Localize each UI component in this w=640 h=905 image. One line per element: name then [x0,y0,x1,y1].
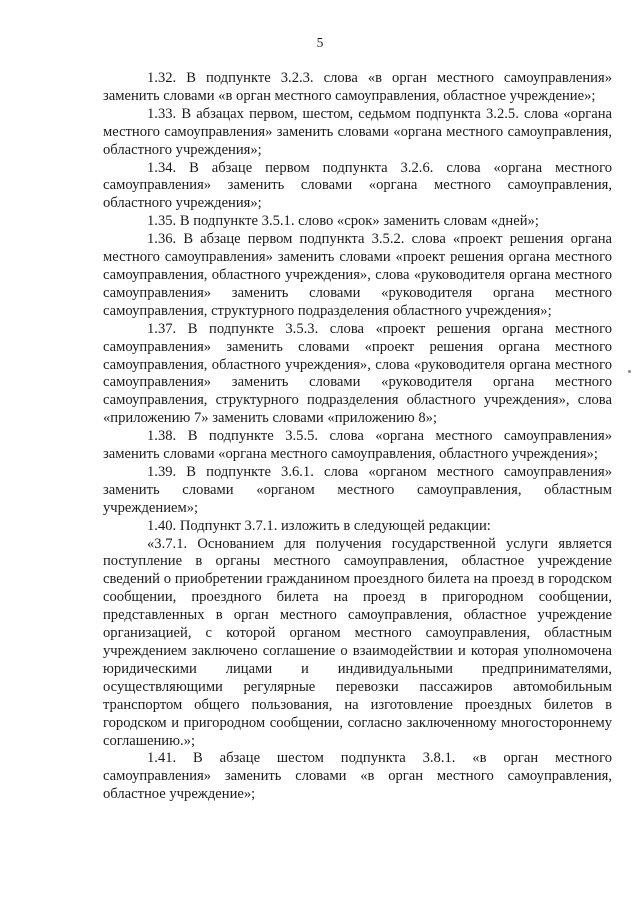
paragraph-1-34: 1.34. В абзаце первом подпункта 3.2.6. слова «органа местного самоуправления» заменить словами «органа местного самоуправления, областного учреждения»; [103,159,612,212]
page-number: 5 [316,35,324,50]
document-body [103,70,612,804]
paragraph-quoted-3-7-1: «3.7.1. Основанием для получения государственной услуги является поступление в органы местного самоуправления, областное учреждение сведений о приобретении гражданином проездного билета на проезд в городском сообщении, проездного билета на проезд в пригородном сообщении, представленных в орган местного самоуправления, областное учреждение организацией, с которой органом местного самоуправления, областным учреждением заключено соглашение о взаимодействии и которая уполномочена юридическими лицами и индивидуальными предпринимателями, осуществляющими регулярные перевозки пассажиров автомобильным транспортом общего пользования, на изготовление проездных билетов в городском и пригородном сообщении, согласно заключенному многостороннему соглашению.»; [103,535,612,749]
paragraph-1-41: 1.41. В абзаце шестом подпункта 3.8.1. «в орган местного самоуправления» заменить словами «в орган местного самоуправления, областное учреждение»; [103,750,612,803]
paragraph-1-38: 1.38. В подпункте 3.5.5. слова «органа местного самоуправления» заменить словами «органа местного самоуправления, областного учреждения»; [103,428,612,463]
scan-speck [628,370,631,373]
paragraph-1-37: 1.37. В подпункте 3.5.3. слова «проект решения органа местного самоуправления» заменить словами «проект решения органа местного самоуправления, областного учреждения», слова «руководителя органа местного самоуправления» заменить словами «руководителя органа местного самоуправления, структурного подразделения областного учреждения», слова «приложению 7» заменить словами «приложению 8»; [103,320,612,427]
paragraph-1-39: 1.39. В подпункте 3.6.1. слова «органом местного самоуправления» заменить словами «органом местного самоуправления, областным учреждением»; [103,463,612,516]
paragraph-1-35: 1.35. В подпункте 3.5.1. слово «срок» заменить словам «дней»; [147,213,539,230]
paragraph-1-40: 1.40. Подпункт 3.7.1. изложить в следующей редакции: [147,517,491,534]
paragraph-1-32: 1.32. В подпункте 3.2.3. слова «в орган местного самоуправления» заменить словами «в орган местного самоуправления, областное учреждение»; [103,70,612,104]
paragraph-1-33: 1.33. В абзацах первом, шестом, седьмом подпункта 3.2.5. слова «органа местного самоуправления» заменить словами «органа местного самоуправления, областного учреждения»; [103,105,612,158]
paragraph-1-36: 1.36. В абзаце первом подпункта 3.5.2. слова «проект решения органа местного самоуправления» заменить словами «проект решения органа местного самоуправления, областного учреждения», слова «руководителя органа местного самоуправления» заменить словами «руководителя органа местного самоуправления, структурного подразделения областного учреждения»; [103,231,612,319]
